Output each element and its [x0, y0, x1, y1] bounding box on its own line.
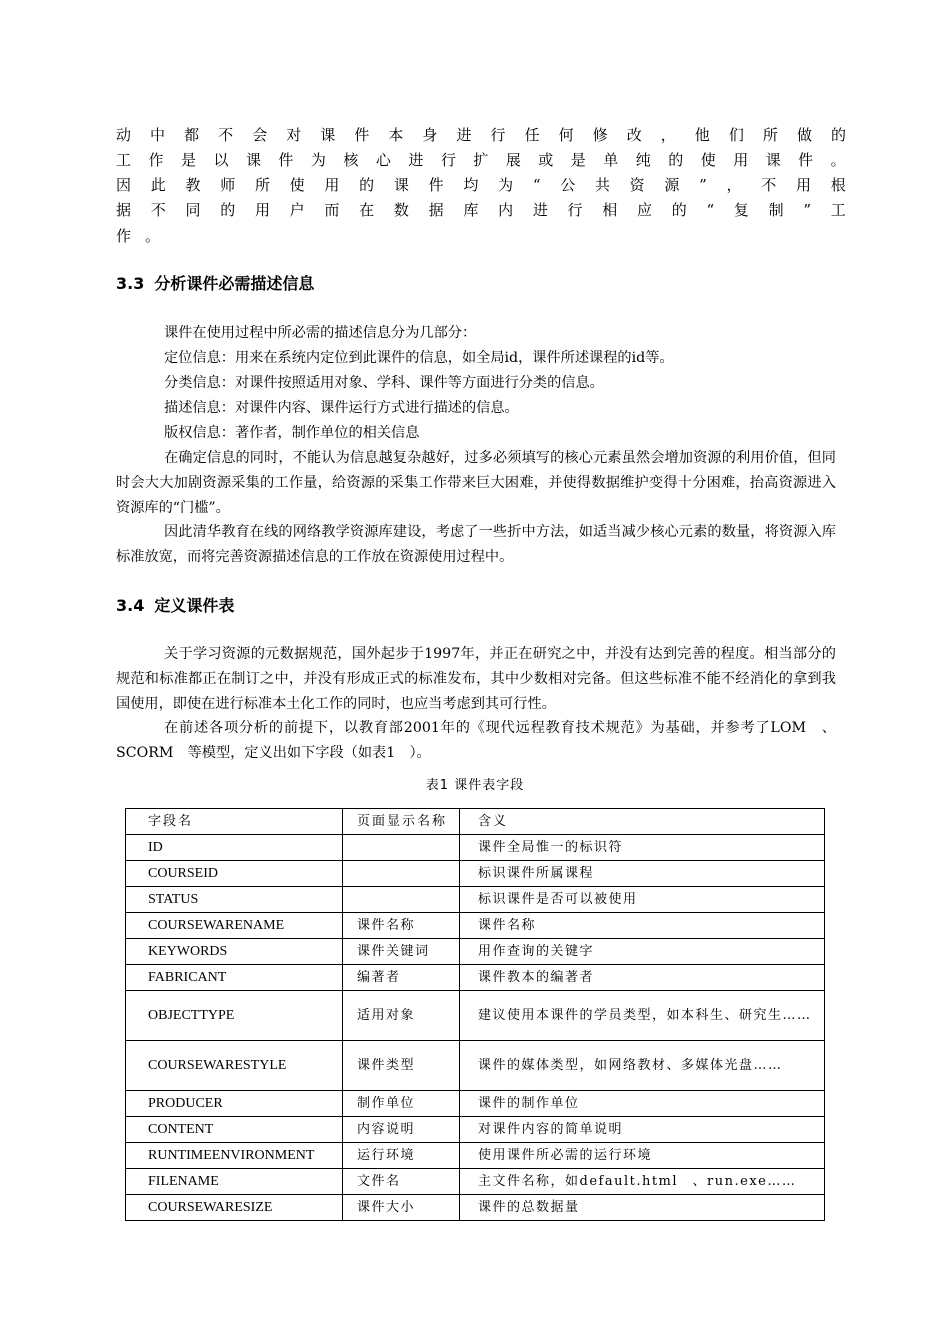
- top-paragraph-line-1: [116, 123, 846, 148]
- table-row: [126, 1041, 825, 1091]
- section-3-3-title: 分析课件必需描述信息: [154, 274, 315, 293]
- character: 。: [830, 151, 846, 169]
- character: 心: [375, 151, 391, 169]
- table-row: [126, 835, 825, 861]
- character: 的: [671, 201, 687, 219]
- meaning-cell: 课件的媒体类型，如网络教材、多媒体光盘……: [460, 1041, 825, 1091]
- character: 是: [570, 151, 586, 169]
- field-name-cell: ID: [126, 835, 343, 861]
- character: 纯: [635, 151, 651, 169]
- character: ”: [699, 176, 707, 194]
- table-body: [126, 809, 825, 1221]
- character: 制: [768, 201, 784, 219]
- table-row: [126, 913, 825, 939]
- character: 单: [603, 151, 619, 169]
- display-name-cell: 课件名称: [343, 913, 460, 939]
- character: 资: [629, 176, 645, 194]
- character: 应: [637, 201, 653, 219]
- character: 件: [798, 151, 814, 169]
- table-caption: 表1 课件表字段: [425, 778, 525, 793]
- character: 库: [463, 201, 479, 219]
- character: 复: [733, 201, 749, 219]
- character: 此: [150, 176, 166, 194]
- field-name-cell: COURSEWARESIZE: [126, 1195, 343, 1221]
- display-name-cell: 文件名: [343, 1169, 460, 1195]
- field-name-cell: PRODUCER: [126, 1091, 343, 1117]
- field-name-cell: COURSEID: [126, 861, 343, 887]
- section-3-3-para-6: 在确定信息的同时，不能认为信息越复杂越好，过多必须填写的核心元素虽然会增加资源的利用价值，但同时会大大加剧资源采集的工作量，给资源的采集工作带来巨大困难，并使得数据维护变得十分困难，抬高资源进入资源库的“门槛”。: [116, 450, 836, 516]
- section-3-3-para-7: 因此清华教育在线的网络教学资源库建设，考虑了一些折中方法，如适当减少核心元素的数量，将资源入库标准放宽，而将完善资源描述信息的工作放在资源使用过程中。: [116, 524, 836, 565]
- display-name-cell: 适用对象: [343, 991, 460, 1041]
- character: 展: [505, 151, 521, 169]
- character: 在: [359, 201, 375, 219]
- character: 用: [733, 151, 749, 169]
- character: 工: [116, 151, 132, 169]
- section-3-3-number: 3.3: [116, 274, 145, 293]
- field-name-cell: FABRICANT: [126, 965, 343, 991]
- character: 以: [213, 151, 229, 169]
- table-row: [126, 861, 825, 887]
- section-3-3-para-4: 描述信息：对课件内容、课件运行方式进行描述的信息。: [164, 400, 519, 416]
- character: 改: [626, 126, 642, 144]
- section-3-3-para-3: 分类信息：对课件按照适用对象、学科、课件等方面进行分类的信息。: [164, 375, 604, 391]
- character: 会: [252, 126, 268, 144]
- section-3-4-para-1: 关于学习资源的元数据规范，国外起步于1997年，并正在研究之中，并没有达到完善的程度。相当部分的规范和标准都正在制订之中，并没有形成正式的标准发布，其中少数相对完备。但这些标准不能不经消化的拿到我国使用，即使在进行标准本土化工作的同时，也应当考虑到其可行性。: [116, 646, 836, 712]
- character: 的: [359, 176, 375, 194]
- character: 进: [532, 201, 548, 219]
- character: 他: [694, 126, 710, 144]
- character: 进: [408, 151, 424, 169]
- character: 任: [524, 126, 540, 144]
- top-paragraph-line-4: [116, 198, 846, 223]
- character: 课: [393, 176, 409, 194]
- character: 做: [796, 126, 812, 144]
- character: 行: [440, 151, 456, 169]
- table-row: [126, 1143, 825, 1169]
- character: 同: [185, 201, 201, 219]
- character: 对: [286, 126, 302, 144]
- field-name-cell: OBJECTTYPE: [126, 991, 343, 1041]
- character: 扩: [473, 151, 489, 169]
- header-meaning: 含义: [460, 809, 825, 835]
- character: 户: [289, 201, 305, 219]
- character: 课: [765, 151, 781, 169]
- field-name-cell: RUNTIMEENVIRONMENT: [126, 1143, 343, 1169]
- character: 师: [220, 176, 236, 194]
- character: 本: [388, 126, 404, 144]
- character: 共: [594, 176, 610, 194]
- character: 用: [796, 176, 812, 194]
- top-paragraph-line-5: 作。: [116, 227, 175, 245]
- header-display-name: 页面显示名称: [343, 809, 460, 835]
- meaning-cell: 对课件内容的简单说明: [460, 1117, 825, 1143]
- character: 行: [490, 126, 506, 144]
- character: 件: [354, 126, 370, 144]
- character: 不: [150, 201, 166, 219]
- meaning-cell: 标识课件是否可以被使用: [460, 887, 825, 913]
- character: 不: [761, 176, 777, 194]
- character: 教: [185, 176, 201, 194]
- character: 都: [184, 126, 200, 144]
- meaning-cell: 课件的总数据量: [460, 1195, 825, 1221]
- character: 何: [558, 126, 574, 144]
- character: 源: [664, 176, 680, 194]
- courseware-fields-table: [125, 808, 825, 1221]
- character: 中: [150, 126, 166, 144]
- character: 相: [602, 201, 618, 219]
- character: 课: [245, 151, 261, 169]
- display-name-cell: [343, 887, 460, 913]
- character: 是: [180, 151, 196, 169]
- display-name-cell: 制作单位: [343, 1091, 460, 1117]
- meaning-cell: 课件教本的编著者: [460, 965, 825, 991]
- meaning-cell: 标识课件所属课程: [460, 861, 825, 887]
- character: 行: [567, 201, 583, 219]
- table-row: [126, 1195, 825, 1221]
- character: “: [706, 201, 715, 219]
- character: 使: [700, 151, 716, 169]
- character: 的: [220, 201, 236, 219]
- character: 的: [668, 151, 684, 169]
- header-field-name: 字段名: [126, 809, 343, 835]
- character: 内: [498, 201, 514, 219]
- character: 为: [498, 176, 514, 194]
- meaning-cell: 用作查询的关键字: [460, 939, 825, 965]
- character: 工: [830, 201, 846, 219]
- table-row: [126, 1169, 825, 1195]
- character: 核: [343, 151, 359, 169]
- character: 作: [148, 151, 164, 169]
- character: 根: [830, 176, 846, 194]
- character: 所: [254, 176, 270, 194]
- field-name-cell: KEYWORDS: [126, 939, 343, 965]
- character: 进: [456, 126, 472, 144]
- character: ，: [726, 176, 742, 194]
- table-row: [126, 991, 825, 1041]
- meaning-cell: 使用课件所必需的运行环境: [460, 1143, 825, 1169]
- section-3-4-number: 3.4: [116, 596, 145, 615]
- display-name-cell: 课件类型: [343, 1041, 460, 1091]
- display-name-cell: 课件大小: [343, 1195, 460, 1221]
- meaning-cell: 建议使用本课件的学员类型，如本科生、研究生……: [460, 991, 825, 1041]
- character: “: [532, 176, 541, 194]
- field-name-cell: COURSEWARESTYLE: [126, 1041, 343, 1091]
- field-name-cell: FILENAME: [126, 1169, 343, 1195]
- character: 件: [278, 151, 294, 169]
- table-row: [126, 887, 825, 913]
- section-3-3-heading: [116, 273, 314, 295]
- display-name-cell: 编著者: [343, 965, 460, 991]
- section-3-4-heading: [116, 595, 234, 617]
- character: 因: [116, 176, 132, 194]
- display-name-cell: [343, 835, 460, 861]
- section-3-3-para-2: 定位信息：用来在系统内定位到此课件的信息，如全局id，课件所述课程的id等。: [164, 350, 674, 366]
- character: 用: [324, 176, 340, 194]
- character: 的: [830, 126, 846, 144]
- character: 而: [324, 201, 340, 219]
- meaning-cell: 主文件名称，如default.html 、run.exe……: [460, 1169, 825, 1195]
- character: 为: [310, 151, 326, 169]
- section-3-3-para-5: 版权信息：著作者，制作单位的相关信息: [164, 425, 420, 441]
- character: ”: [803, 201, 812, 219]
- table-row: [126, 1117, 825, 1143]
- character: 课: [320, 126, 336, 144]
- character: 件: [428, 176, 444, 194]
- section-3-4-para-2: 在前述各项分析的前提下，以教育部2001年的《现代远程教育技术规范》为基础，并参考了LOM 、SCORM 等模型，定义出如下字段（如表1 ）。: [116, 720, 836, 761]
- display-name-cell: 运行环境: [343, 1143, 460, 1169]
- field-name-cell: STATUS: [126, 887, 343, 913]
- character: ，: [660, 126, 676, 144]
- character: 动: [116, 126, 132, 144]
- character: 据: [428, 201, 444, 219]
- character: 据: [116, 201, 132, 219]
- character: 修: [592, 126, 608, 144]
- table-row: [126, 965, 825, 991]
- display-name-cell: 课件关键词: [343, 939, 460, 965]
- meaning-cell: 课件名称: [460, 913, 825, 939]
- character: 用: [254, 201, 270, 219]
- field-name-cell: COURSEWARENAME: [126, 913, 343, 939]
- display-name-cell: 内容说明: [343, 1117, 460, 1143]
- top-paragraph-line-2: [116, 148, 846, 173]
- field-name-cell: CONTENT: [126, 1117, 343, 1143]
- character: 不: [218, 126, 234, 144]
- character: 身: [422, 126, 438, 144]
- meaning-cell: 课件全局惟一的标识符: [460, 835, 825, 861]
- character: 或: [538, 151, 554, 169]
- table-header-row: [126, 809, 825, 835]
- character: 使: [289, 176, 305, 194]
- display-name-cell: [343, 861, 460, 887]
- table-row: [126, 1091, 825, 1117]
- top-paragraph-line-3: [116, 173, 846, 198]
- character: 所: [762, 126, 778, 144]
- section-3-3-para-1: 课件在使用过程中所必需的描述信息分为几部分：: [164, 325, 477, 341]
- table-row: [126, 939, 825, 965]
- character: 公: [560, 176, 576, 194]
- meaning-cell: 课件的制作单位: [460, 1091, 825, 1117]
- character: 均: [463, 176, 479, 194]
- character: 们: [728, 126, 744, 144]
- section-3-4-title: 定义课件表: [154, 596, 235, 615]
- character: 数: [393, 201, 409, 219]
